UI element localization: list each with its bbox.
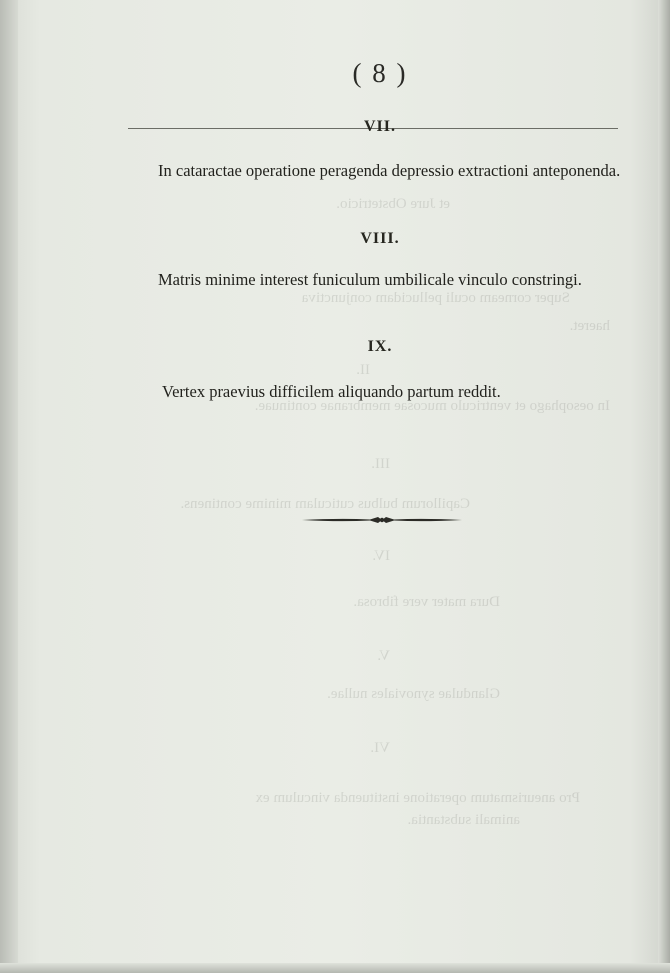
- show-through-line: Dura mater vere fibrosa.: [353, 594, 500, 610]
- show-through-line: Glandulae synoviales nullae.: [327, 686, 500, 702]
- show-through-line: II.: [356, 362, 370, 378]
- thesis-numeral: VII.: [363, 118, 396, 135]
- page-number: ( 8 ): [352, 58, 408, 88]
- show-through-line: Capillorum bulbus cuticulam minime continens.: [180, 496, 470, 512]
- show-through-line: VI.: [370, 740, 390, 756]
- show-through-line: Super corneam oculi pellucidam conjunctiva: [301, 290, 570, 306]
- page-left-edge: [0, 0, 18, 973]
- show-through-line: animali substantia.: [407, 812, 520, 828]
- thesis-numeral: VIII.: [360, 230, 400, 247]
- show-through-line: V.: [377, 648, 390, 664]
- thesis-text: Vertex praevius difficilem aliquando partum reddit.: [162, 382, 501, 401]
- end-ornament: [300, 513, 464, 527]
- page-bottom-edge: [0, 963, 670, 973]
- show-through-line: IV.: [372, 548, 390, 564]
- show-through-line: III.: [371, 456, 390, 472]
- thesis-numeral: IX.: [367, 338, 393, 355]
- show-through-line: In oesophago et ventriculo mucosae membranae continuae.: [254, 398, 610, 414]
- show-through-line: Pro aneurismatum operatione instituenda vinculum ex: [255, 790, 580, 806]
- page-right-edge: [658, 0, 670, 973]
- thesis-text: Matris minime interest funiculum umbilicale vinculo constringi.: [158, 270, 582, 289]
- thesis-text: In cataractae operatione peragenda depressio extractioni anteponenda.: [158, 161, 621, 180]
- show-through-line: et Jure Obstetricio.: [336, 196, 450, 212]
- show-through-line: haeret.: [569, 318, 610, 334]
